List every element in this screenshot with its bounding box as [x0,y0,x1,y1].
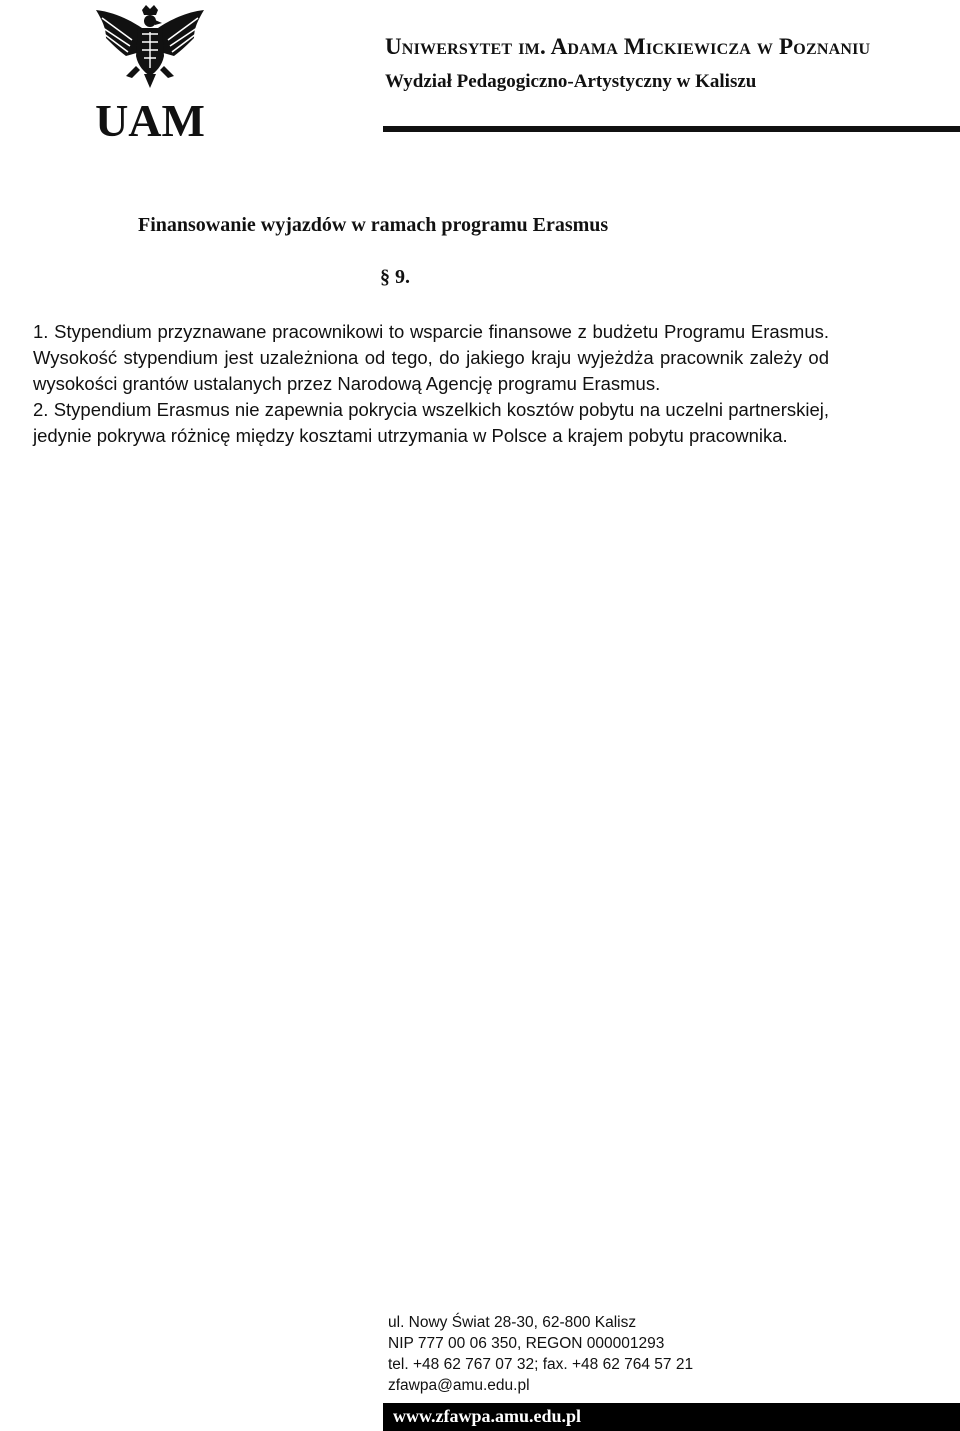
paragraph-text: Stypendium Erasmus nie zapewnia pokrycia wszelkich kosztów pobytu na uczelni partnerskiej, jedynie pokrywa różnicę między kosztami utrzymania w Polsce a krajem pobytu pracownika. [33,399,830,446]
paragraph-number: 1. [33,321,49,342]
paragraph-2 [33,397,829,449]
university-name: Uniwersytet im. Adama Mickiewicza w Poznaniu [385,34,871,59]
footer-website-link[interactable]: www.zfawpa.amu.edu.pl [393,1406,582,1426]
header-divider [383,126,960,132]
paragraph-number: 2. [33,399,49,420]
eagle-emblem-icon [92,4,208,138]
footer-ids-line: NIP 777 00 06 350, REGON 000001293 [388,1335,665,1352]
footer-phone-line: tel. +48 62 767 07 32; fax. +48 62 764 57 21 [388,1356,694,1373]
footer-bar [383,1403,960,1431]
section-number: § 9. [380,266,410,288]
paragraph-text: Stypendium przyznawane pracownikowi to wsparcie finansowe z budżetu Programu Erasmus. Wysokość stypendium jest uzależniona od tego, do jakiego kraju wyjeżdża pracownik zależy od wysokości grantów ustalanych przez Narodową Agencję programu Erasmus. [33,321,830,394]
faculty-name: Wydział Pedagogiczno-Artystyczny w Kaliszu [385,71,757,92]
paragraph-1 [33,319,829,397]
logo-text: UAM [95,95,205,138]
footer-contact [388,1312,693,1396]
document-body [33,319,829,449]
uam-logo [92,4,208,138]
footer-email-link[interactable]: zfawpa@amu.edu.pl [388,1377,530,1394]
document-title: Finansowanie wyjazdów w ramach programu Erasmus [138,214,609,236]
footer-address-line: ul. Nowy Świat 28-30, 62-800 Kalisz [388,1314,637,1331]
